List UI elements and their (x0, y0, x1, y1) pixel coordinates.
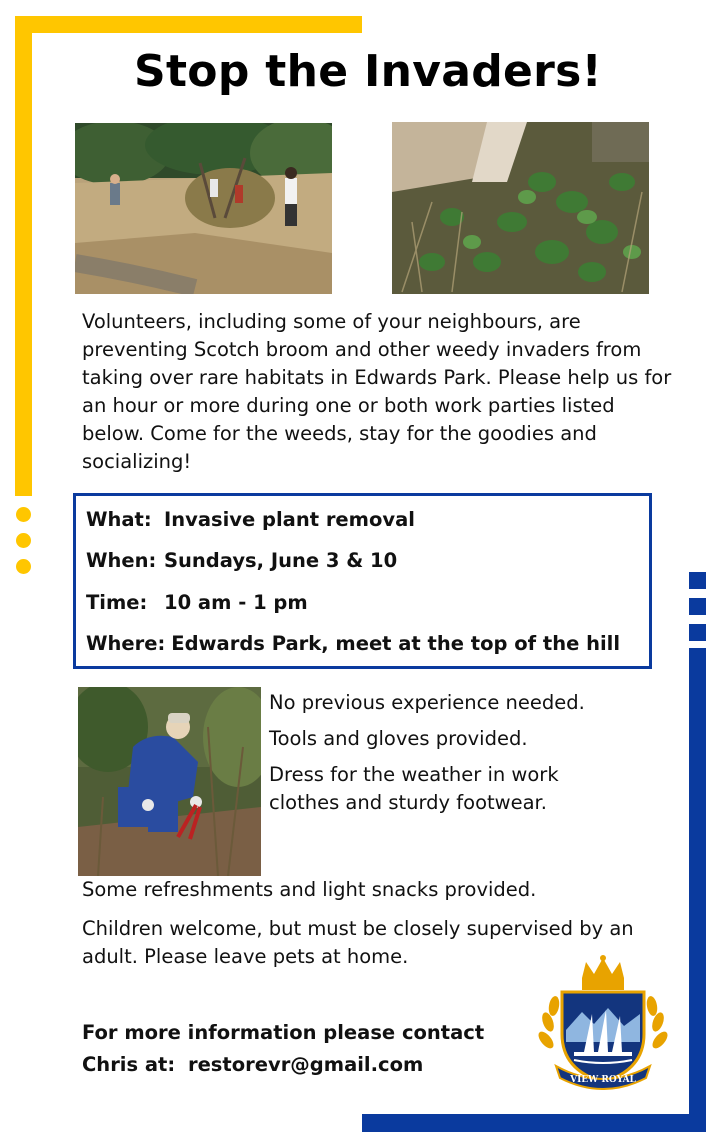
where-value: Edwards Park, meet at the top of the hill (171, 632, 621, 655)
contact-line: For more information please contact (82, 1021, 485, 1044)
yellow-frame-left (15, 16, 32, 496)
contact-block (82, 1017, 522, 1081)
where-label: Where: (86, 632, 166, 655)
volunteer-cutting-photo (78, 687, 261, 876)
contact-email[interactable]: restorevr@gmail.com (187, 1053, 424, 1076)
list-item: No previous experience needed. (269, 691, 585, 714)
time-label: Time: (86, 591, 148, 614)
intro-paragraph: Volunteers, including some of your neighbours, are preventing Scotch broom and other weedy invaders from taking over rare habitats in Edwards Park. Please help us for an hour or more during one or both work parties listed below. Come for the weeds, stay for the goodies and socializing! (82, 310, 672, 473)
ivy-ground-photo (392, 122, 649, 294)
contact-label: Chris at: (82, 1053, 176, 1076)
what-value: Invasive plant removal (164, 508, 415, 531)
svg-text:VIEW ROYAL: VIEW ROYAL (570, 1075, 636, 1085)
list-item: Tools and gloves provided. (269, 727, 528, 750)
poster-title: Stop the Invaders! (133, 46, 603, 97)
time-value: 10 am - 1 pm (164, 591, 308, 614)
blue-square (689, 598, 706, 615)
list-item: Dress for the weather in work clothes and sturdy footwear. (269, 763, 559, 814)
what-row (86, 508, 415, 531)
what-label: What: (86, 508, 152, 531)
yellow-dot (16, 507, 31, 522)
blue-square (689, 572, 706, 589)
time-row (86, 591, 308, 614)
when-value: Sundays, June 3 & 10 (164, 549, 398, 572)
where-row (86, 632, 620, 655)
yellow-dot (16, 559, 31, 574)
event-details-box (73, 493, 652, 669)
children-text: Children welcome, but must be closely supervised by an adult. Please leave pets at home. (82, 917, 634, 968)
blue-square (689, 624, 706, 641)
blue-frame-right (689, 648, 706, 1132)
blue-frame-bottom (362, 1114, 706, 1132)
volunteers-field-photo (75, 123, 332, 294)
yellow-dot (16, 533, 31, 548)
when-row (86, 549, 397, 572)
yellow-frame-top (15, 16, 362, 33)
refreshments-text: Some refreshments and light snacks provided. (82, 878, 537, 901)
contact-email-line (82, 1049, 522, 1081)
view-royal-crest-icon (534, 952, 672, 1090)
when-label: When: (86, 549, 157, 572)
notes-list (269, 689, 609, 825)
